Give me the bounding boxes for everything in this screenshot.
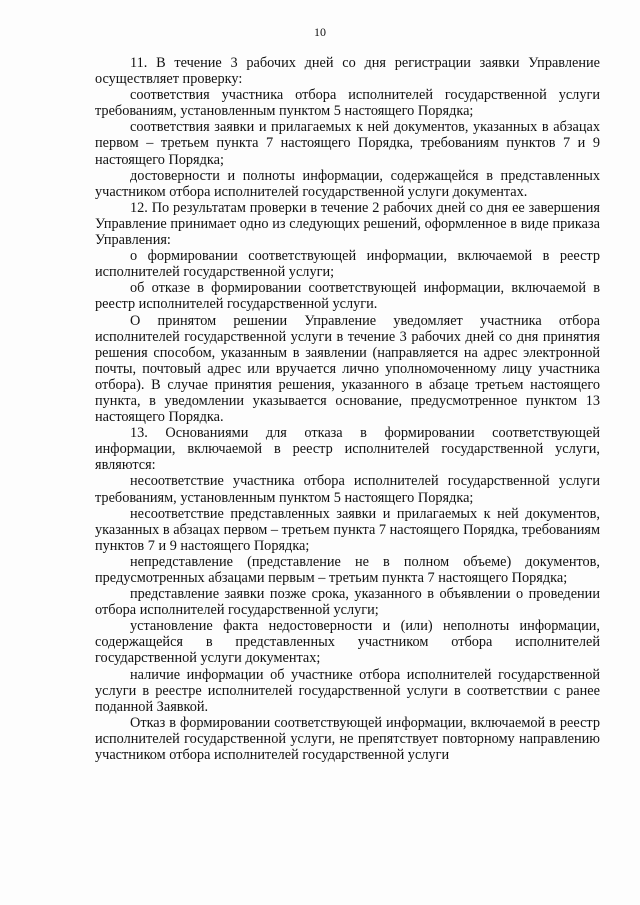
- paragraph-decision-include: о формировании соответствующей информации, включаемой в реестр исполнителей государственной услуги;: [95, 248, 600, 281]
- paragraph-12-intro: 12. По результатам проверки в течение 2 рабочих дней со дня ее завершения Управление принимает одно из следующих решений, оформленное в виде приказа Управления:: [95, 199, 600, 249]
- paragraph-decision-refuse: об отказе в формировании соответствующей информации, включаемой в реестр исполнителей государственной услуги.: [95, 280, 600, 313]
- paragraph-notification: О принятом решении Управление уведомляет участника отбора исполнителей государственной услуги в течение 3 рабочих дней со дня принятия решения способом, указанным в заявлении (направляется на адрес электронной почты, почтовый адрес или вручается лично уполномоченному лицу участника отбора). В случае принятия решения, указанного в абзаце третьем настоящего пункта, в уведомлении указывается основание, предусмотренное пунктом 13 настоящего Порядка.: [95, 312, 600, 426]
- paragraph-11-intro: 11. В течение 3 рабочих дней со дня регистрации заявки Управление осуществляет проверку:: [95, 55, 600, 88]
- paragraph-ground-late: представление заявки позже срока, указанного в объявлении о проведении отбора исполнителей государственной услуги;: [95, 586, 600, 619]
- paragraph-check-reliability: достоверности и полноты информации, содержащейся в представленных участником отбора исполнителей государственной услуги документах.: [95, 167, 600, 200]
- document-body: [95, 55, 600, 763]
- page-number: 10: [314, 25, 326, 39]
- paragraph-ground-participant: несоответствие участника отбора исполнителей государственной услуги требованиям, установленным пунктом 5 настоящего Порядка;: [95, 473, 600, 506]
- paragraph-ground-unreliable: установление факта недостоверности и (или) неполноты информации, содержащейся в представленных участником отбора исполнителей государственной услуги документах;: [95, 618, 600, 667]
- paragraph-13-intro: 13. Основаниями для отказа в формировании соответствующей информации, включаемой в реестр исполнителей государственной услуги, являются:: [95, 425, 600, 474]
- paragraph-refusal-note: Отказ в формировании соответствующей информации, включаемой в реестр исполнителей государственной услуги, не препятствует повторному направлению участником отбора исполнителей государственной услуги: [95, 714, 600, 764]
- paragraph-ground-documents: несоответствие представленных заявки и прилагаемых к ней документов, указанных в абзацах первом – третьем пункта 7 настоящего Порядка, требованиям пунктов 7 и 9 настоящего Порядка;: [95, 505, 600, 554]
- paragraph-ground-duplicate: наличие информации об участнике отбора исполнителей государственной услуги в реестре исполнителей государственной услуги в соответствии с ранее поданной Заявкой.: [95, 666, 600, 715]
- paragraph-ground-incomplete: непредставление (представление не в полном объеме) документов, предусмотренных абзацами первым – третьим пункта 7 настоящего Порядка;: [95, 553, 600, 586]
- paragraph-check-participant: соответствия участника отбора исполнителей государственной услуги требованиям, установленным пунктом 5 настоящего Порядка;: [95, 87, 600, 120]
- paragraph-check-application: соответствия заявки и прилагаемых к ней документов, указанных в абзацах первом – третьем пункта 7 настоящего Порядка, требованиям пунктов 7 и 9 настоящего Порядка;: [95, 119, 600, 168]
